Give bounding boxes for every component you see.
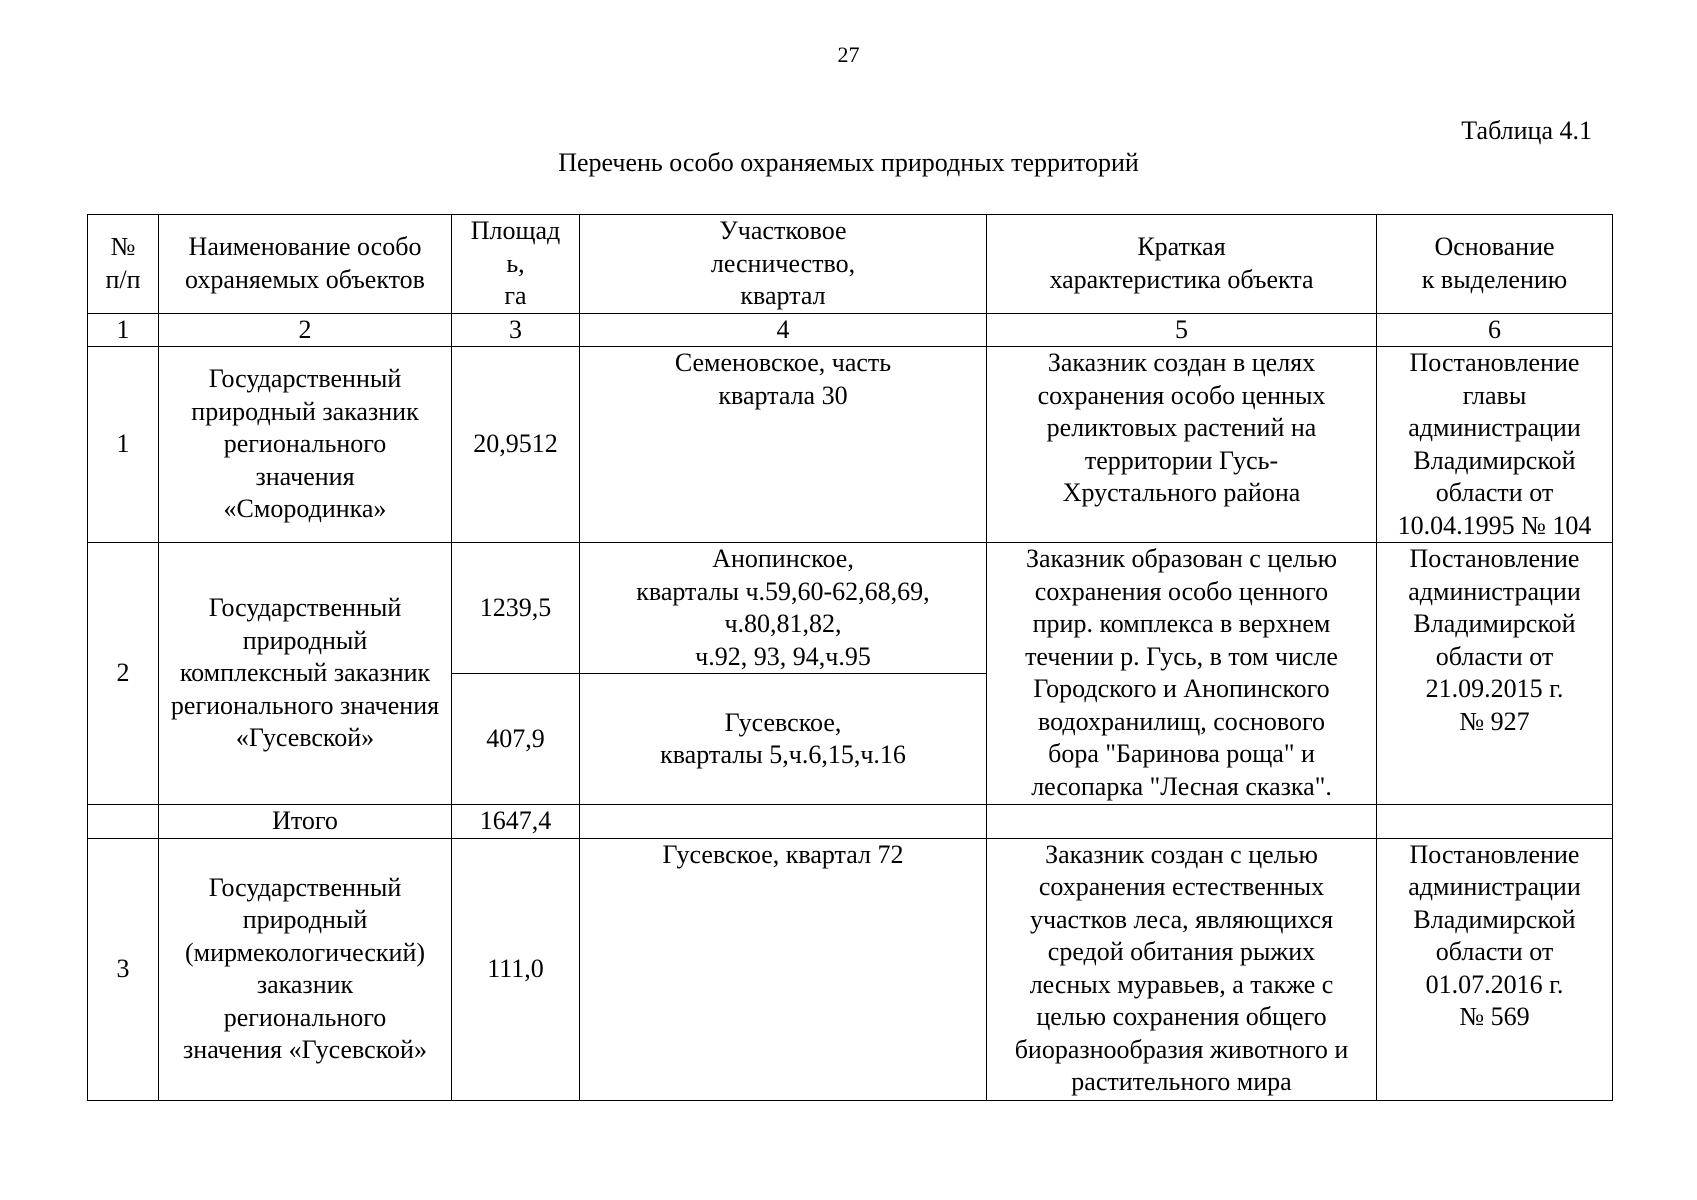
- reserve-name: Государственный природный (мирмекологический) заказник регионального значения «Гусевской»: [159, 838, 452, 1100]
- total-area: 1647,4: [452, 805, 580, 839]
- column-number: 3: [452, 313, 580, 347]
- reserve-description: Заказник образован с целью сохранения особо ценного прир. комплекса в верхнем течении р. Гусь, в том числе Городского и Анопинского водохранилищ, соснового бора "Баринова роща" и лесопарка "Лесная сказка".: [987, 543, 1377, 805]
- reserve-area: 20,9512: [452, 347, 580, 543]
- reserve-area: 111,0: [452, 838, 580, 1100]
- reserve-area: 1239,5: [452, 543, 580, 674]
- table-row: [88, 347, 1613, 543]
- reserve-name: Государственный природный комплексный заказник регионального значения «Гусевской»: [159, 543, 452, 805]
- forestry-quarter: Гусевское, кварталы 5,ч.6,15,ч.16: [580, 674, 987, 805]
- legal-basis: Постановление администрации Владимирской области от 01.07.2016 г. № 569: [1377, 838, 1613, 1100]
- row-number: 3: [88, 838, 159, 1100]
- header-description: Краткая характеристика объекта: [987, 215, 1377, 314]
- column-number: 1: [88, 313, 159, 347]
- header-area: Площад ь, га: [452, 215, 580, 314]
- protected-areas-table: [87, 214, 1613, 1101]
- header-name: Наименование особо охраняемых объектов: [159, 215, 452, 314]
- column-number: 5: [987, 313, 1377, 347]
- legal-basis: Постановление главы администрации Владимирской области от 10.04.1995 № 104: [1377, 347, 1613, 543]
- column-number: 2: [159, 313, 452, 347]
- column-numbers-row: [88, 313, 1613, 347]
- row-number: 2: [88, 543, 159, 805]
- column-number: 6: [1377, 313, 1613, 347]
- total-row: [88, 805, 1613, 839]
- header-number: № п/п: [88, 215, 159, 314]
- forestry-quarter: Гусевское, квартал 72: [580, 838, 987, 1100]
- header-row: [88, 215, 1613, 314]
- reserve-name: Государственный природный заказник регионального значения «Смородинка»: [159, 347, 452, 543]
- document-title: Перечень особо охраняемых природных территорий: [558, 148, 1139, 177]
- column-number: 4: [580, 313, 987, 347]
- forestry-quarter: Анопинское, кварталы ч.59,60-62,68,69, ч.80,81,82, ч.92, 93, 94,ч.95: [580, 543, 987, 674]
- total-label: Итого: [159, 805, 452, 839]
- header-forestry: Участковое лесничество, квартал: [580, 215, 987, 314]
- row-number: 1: [88, 347, 159, 543]
- forestry-quarter: Семеновское, часть квартала 30: [580, 347, 987, 543]
- table-row: [88, 543, 1613, 674]
- table-row: [88, 838, 1613, 1100]
- reserve-description: Заказник создан в целях сохранения особо ценных реликтовых растений на территории Гусь- Хрустального района: [987, 347, 1377, 543]
- header-basis: Основание к выделению: [1377, 215, 1613, 314]
- page-number: 27: [837, 42, 860, 67]
- table-label: Таблица 4.1: [1461, 116, 1592, 145]
- reserve-description: Заказник создан с целью сохранения естественных участков леса, являющихся средой обитания рыжих лесных муравьев, а также с целью сохранения общего биоразнообразия животного и растительного мира: [987, 838, 1377, 1100]
- reserve-area: 407,9: [452, 674, 580, 805]
- legal-basis: Постановление администрации Владимирской области от 21.09.2015 г. № 927: [1377, 543, 1613, 805]
